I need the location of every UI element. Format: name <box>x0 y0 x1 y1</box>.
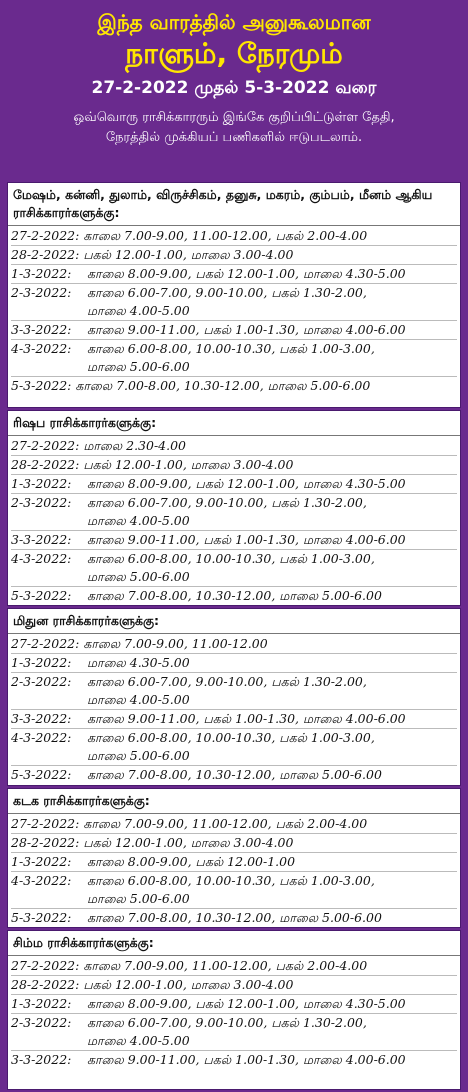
row-date: 1-3-2022: <box>11 476 72 491</box>
row-times: காலை 9.00-11.00, பகல் 1.00-1.30, மாலை 4.00-6.00 <box>87 322 406 337</box>
row-times: காலை 8.00-9.00, பகல் 12.00-1.00, மாலை 4.30-5.00 <box>87 266 406 281</box>
row-date: 27-2-2022: <box>11 228 80 243</box>
row-date: 28-2-2022: <box>11 977 80 992</box>
section-heading: கடக ராசிக்காரர்களுக்கு: <box>8 789 460 814</box>
row-date: 3-3-2022: <box>11 1052 72 1067</box>
row-times: காலை 6.00-8.00, 10.00-10.30, பகல் 1.00-3.00, மாலை 5.00-6.00 <box>87 873 375 906</box>
row-times: காலை 6.00-7.00, 9.00-10.00, பகல் 1.30-2.00, மாலை 4.00-5.00 <box>87 1015 367 1048</box>
row-times: காலை 6.00-8.00, 10.00-10.30, பகல் 1.00-3.00, மாலை 5.00-6.00 <box>87 551 375 584</box>
section-box <box>7 182 461 408</box>
row-date: 27-2-2022: <box>11 636 80 651</box>
section-box <box>7 930 461 1090</box>
schedule-list <box>8 956 460 1069</box>
schedule-row <box>11 872 457 909</box>
schedule-row <box>11 246 457 265</box>
row-times: காலை 6.00-7.00, 9.00-10.00, பகல் 1.30-2.00, மாலை 4.00-5.00 <box>87 674 367 707</box>
row-times: பகல் 12.00-1.00, மாலை 3.00-4.00 <box>83 835 294 850</box>
row-date: 2-3-2022: <box>11 1015 72 1030</box>
row-times: காலை 7.00-9.00, 11.00-12.00 <box>83 636 268 651</box>
schedule-row <box>11 853 457 872</box>
row-times: காலை 7.00-9.00, 11.00-12.00, பகல் 2.00-4.00 <box>83 228 368 243</box>
schedule-row <box>11 227 457 246</box>
schedule-row <box>11 494 457 531</box>
schedule-row <box>11 635 457 654</box>
row-date: 5-3-2022: <box>11 767 72 782</box>
schedule-row <box>11 654 457 673</box>
row-date: 3-3-2022: <box>11 532 72 547</box>
schedule-list <box>8 814 460 927</box>
row-date: 3-3-2022: <box>11 322 72 337</box>
schedule-row <box>11 321 457 340</box>
row-date: 28-2-2022: <box>11 457 80 472</box>
schedule-row <box>11 766 457 784</box>
row-times: காலை 8.00-9.00, பகல் 12.00-1.00, மாலை 4.30-5.00 <box>87 476 406 491</box>
row-date: 3-3-2022: <box>11 711 72 726</box>
subtitle-line-1: ஒவ்வொரு ராசிக்காரரும் இங்கே குறிப்பிட்டுள்ள தேதி, <box>73 110 395 125</box>
schedule-row <box>11 456 457 475</box>
schedule-list <box>8 226 460 395</box>
row-times: காலை 6.00-7.00, 9.00-10.00, பகல் 1.30-2.00, மாலை 4.00-5.00 <box>87 285 367 318</box>
section-box <box>7 788 461 928</box>
row-times: காலை 6.00-7.00, 9.00-10.00, பகல் 1.30-2.00, மாலை 4.00-5.00 <box>87 495 367 528</box>
row-date: 1-3-2022: <box>11 854 72 869</box>
schedule-row <box>11 284 457 321</box>
schedule-row <box>11 437 457 456</box>
row-times: காலை 7.00-8.00, 10.30-12.00, மாலை 5.00-6.00 <box>87 910 382 925</box>
row-date: 4-3-2022: <box>11 873 72 888</box>
schedule-list <box>8 634 460 784</box>
row-times: காலை 8.00-9.00, பகல் 12.00-1.00 <box>87 854 296 869</box>
subtitle-line-2: நேரத்தில் முக்கியப் பணிகளில் ஈடுபடலாம். <box>105 130 363 145</box>
row-date: 4-3-2022: <box>11 551 72 566</box>
header <box>0 0 468 148</box>
row-date: 4-3-2022: <box>11 730 72 745</box>
row-times: காலை 6.00-8.00, 10.00-10.30, பகல் 1.00-3.00, மாலை 5.00-6.00 <box>87 730 375 763</box>
schedule-row <box>11 587 457 605</box>
row-times: காலை 7.00-9.00, 11.00-12.00, பகல் 2.00-4.00 <box>83 958 368 973</box>
schedule-row <box>11 710 457 729</box>
schedule-row <box>11 377 457 395</box>
row-times: மாலை 4.30-5.00 <box>87 655 190 670</box>
row-times: பகல் 12.00-1.00, மாலை 3.00-4.00 <box>83 457 294 472</box>
row-times: காலை 8.00-9.00, பகல் 12.00-1.00, மாலை 4.30-5.00 <box>87 996 406 1011</box>
section-box <box>7 608 461 786</box>
schedule-row <box>11 834 457 853</box>
section-heading: ரிஷப ராசிக்காரர்களுக்கு: <box>8 411 460 436</box>
schedule-row <box>11 340 457 377</box>
row-times: காலை 7.00-8.00, 10.30-12.00, மாலை 5.00-6.00 <box>87 767 382 782</box>
row-date: 2-3-2022: <box>11 674 72 689</box>
schedule-row <box>11 909 457 927</box>
row-date: 28-2-2022: <box>11 247 80 262</box>
title-line-2: நாளும், நேரமும் <box>125 37 343 70</box>
date-range: 27-2-2022 முதல் 5-3-2022 வரை <box>91 78 377 98</box>
schedule-row <box>11 729 457 766</box>
row-date: 28-2-2022: <box>11 835 80 850</box>
row-date: 27-2-2022: <box>11 958 80 973</box>
row-times: மாலை 2.30-4.00 <box>83 438 186 453</box>
row-date: 27-2-2022: <box>11 816 80 831</box>
row-times: காலை 9.00-11.00, பகல் 1.00-1.30, மாலை 4.00-6.00 <box>87 532 406 547</box>
section-heading: சிம்ம ராசிக்காரர்களுக்கு: <box>8 931 460 956</box>
row-date: 5-3-2022: <box>11 910 72 925</box>
title-line-1: இந்த வாரத்தில் அனுகூலமான <box>97 10 371 34</box>
schedule-row <box>11 673 457 710</box>
row-times: காலை 7.00-9.00, 11.00-12.00, பகல் 2.00-4.00 <box>83 816 368 831</box>
row-times: பகல் 12.00-1.00, மாலை 3.00-4.00 <box>83 977 294 992</box>
schedule-row <box>11 531 457 550</box>
section-heading: மேஷம், கன்னி, துலாம், விருச்சிகம், தனுசு, மகரம், கும்பம், மீனம் ஆகிய ராசிக்காரர்களுக்கு: <box>8 183 460 226</box>
row-date: 5-3-2022: <box>11 588 72 603</box>
schedule-row <box>11 475 457 494</box>
row-date: 2-3-2022: <box>11 495 72 510</box>
schedule-row <box>11 265 457 284</box>
schedule-row <box>11 1051 457 1069</box>
row-times: காலை 9.00-11.00, பகல் 1.00-1.30, மாலை 4.00-6.00 <box>87 1052 406 1067</box>
section-box <box>7 410 461 606</box>
schedule-row <box>11 815 457 834</box>
row-date: 5-3-2022: <box>11 378 72 393</box>
schedule-list <box>8 436 460 605</box>
row-times: காலை 6.00-8.00, 10.00-10.30, பகல் 1.00-3.00, மாலை 5.00-6.00 <box>87 341 375 374</box>
row-times: காலை 7.00-8.00, 10.30-12.00, மாலை 5.00-6.00 <box>75 378 371 393</box>
row-date: 2-3-2022: <box>11 285 72 300</box>
schedule-row <box>11 1014 457 1051</box>
schedule-row <box>11 550 457 587</box>
section-heading: மிதுன ராசிக்காரர்களுக்கு: <box>8 609 460 634</box>
row-date: 4-3-2022: <box>11 341 72 356</box>
row-date: 1-3-2022: <box>11 266 72 281</box>
row-date: 1-3-2022: <box>11 655 72 670</box>
row-date: 27-2-2022: <box>11 438 80 453</box>
row-times: காலை 9.00-11.00, பகல் 1.00-1.30, மாலை 4.00-6.00 <box>87 711 406 726</box>
row-times: காலை 7.00-8.00, 10.30-12.00, மாலை 5.00-6.00 <box>87 588 382 603</box>
schedule-row <box>11 995 457 1014</box>
schedule-row <box>11 976 457 995</box>
schedule-row <box>11 957 457 976</box>
row-date: 1-3-2022: <box>11 996 72 1011</box>
row-times: பகல் 12.00-1.00, மாலை 3.00-4.00 <box>83 247 294 262</box>
